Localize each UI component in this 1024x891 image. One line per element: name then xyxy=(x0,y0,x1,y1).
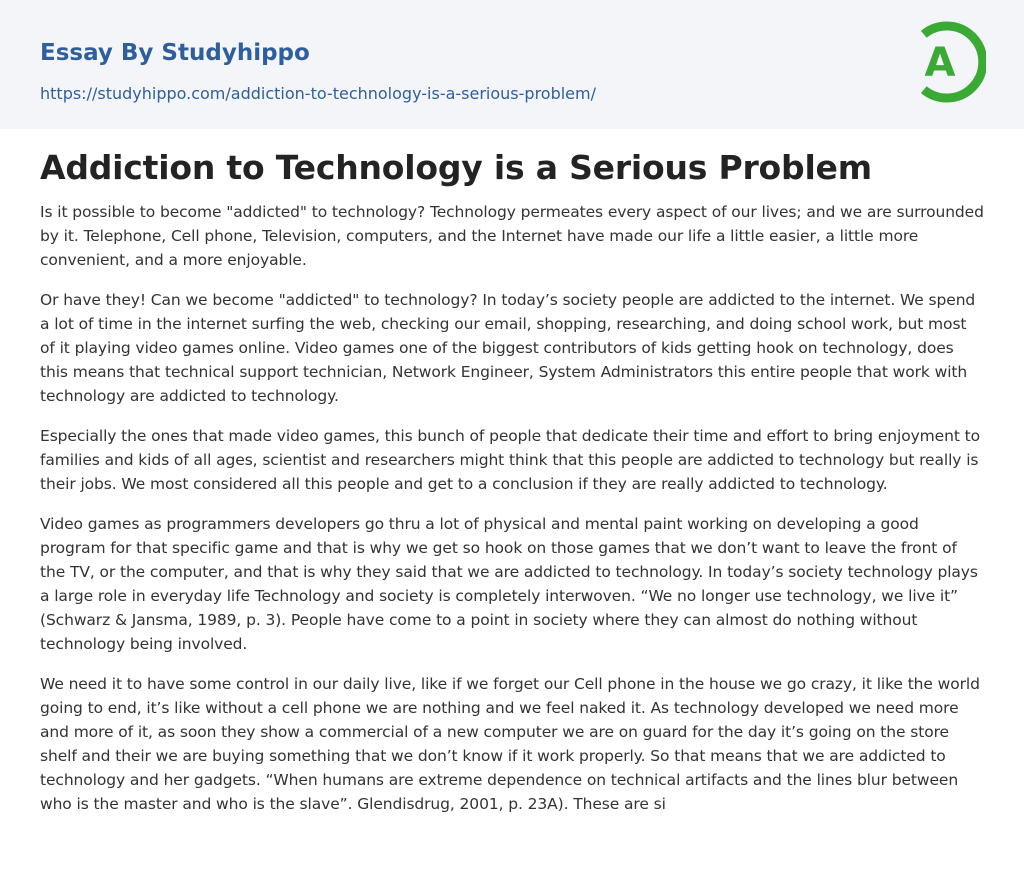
logo-letter: A xyxy=(924,40,956,86)
site-brand: Essay By Studyhippo xyxy=(40,40,310,66)
article-paragraph: We need it to have some control in our daily live, like if we forget our Cell phone in the house we go crazy, it like the world going to end, it’s like without a cell phone we are nothing and we feel naked it. As technology developed we need more and more of it, as soon they show a commercial of a new computer we are on guard for the day it’s going on the store shelf and their we are buying something that we don’t know if it work properly. So that means that we are addicted to technology and her gadgets. “When humans are extreme dependence on technical artifacts and the lines blur between who is the master and who is the slave”. Glendisdrug, 2001, p. 23A). These are si xyxy=(40,675,980,813)
essay-url-link[interactable]: https://studyhippo.com/addiction-to-technology-is-a-serious-problem/ xyxy=(40,84,596,103)
article-paragraph: Video games as programmers developers go thru a lot of physical and mental paint working on developing a good program for that specific game and that is why we get so hook on those games that we don’t want to leave the front of the TV, or the computer, and that is why they said that we are addicted to technology. In today’s society technology plays a large role in everyday life Technology and society is completely interwoven. “We no longer use technology, we live it” (Schwarz & Jansma, 1989, p. 3). People have come to a point in society where they can almost do nothing without technology being involved. xyxy=(40,515,978,653)
article-paragraph: Or have they! Can we become "addicted" to technology? In today’s society people are addicted to the internet. We spend a lot of time in the internet surfing the web, checking our email, shopping, researching, and doing school work, but most of it playing video games online. Video games one of the biggest contributors of kids getting hook on technology, does this means that technical support technician, Network Engineer, System Administrators this entire people that work with technology are addicted to technology. xyxy=(40,291,976,405)
article-paragraph: Especially the ones that made video games, this bunch of people that dedicate their time and effort to bring enjoyment to families and kids of all ages, scientist and researchers might think that this people are addicted to technology but really is their jobs. We most considered all this people and get to a conclusion if they are really addicted to technology. xyxy=(40,427,980,493)
article-title: Addiction to Technology is a Serious Problem xyxy=(40,148,872,187)
article xyxy=(40,146,984,832)
article-paragraph: Is it possible to become "addicted" to technology? Technology permeates every aspect of our lives; and we are surrounded by it. Telephone, Cell phone, Television, computers, and the Internet have made our life a little easier, a little more convenient, and a more enjoyable. xyxy=(40,203,984,269)
